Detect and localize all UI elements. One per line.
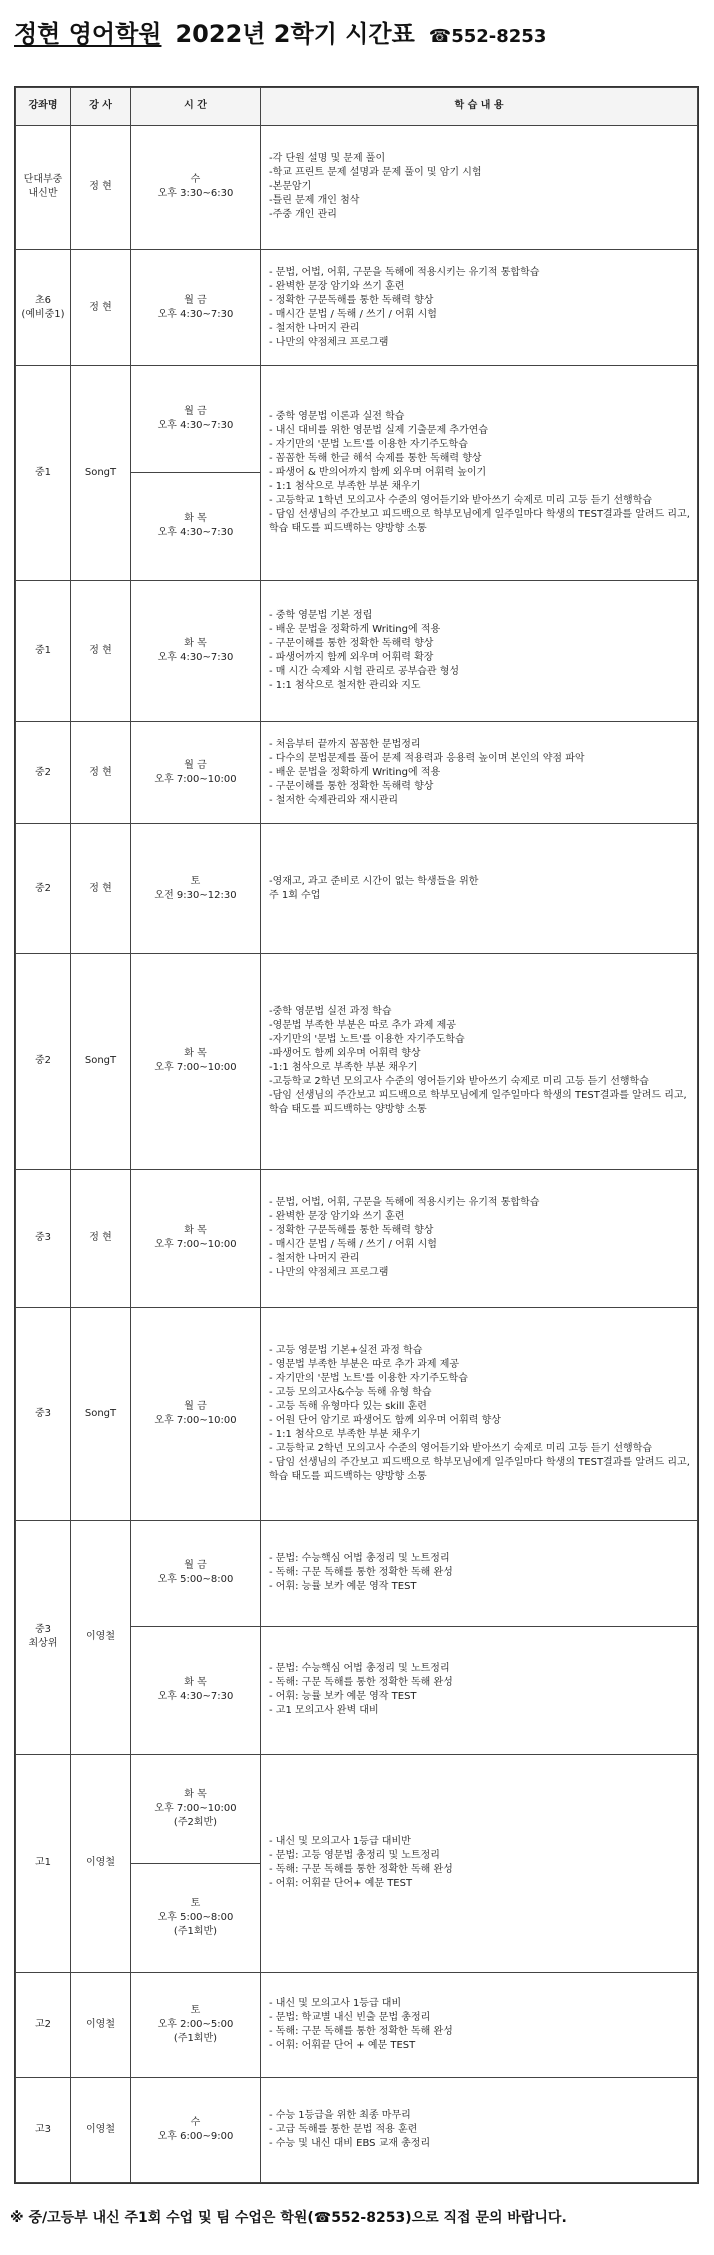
content-line: -담임 선생님의 주간보고 피드백으로 학부모님에게 일주일마다 학생의 TEST결과를 알려드 리고, 학습 태도를 피드백하는 양방향 소통 [269,1090,687,1116]
teacher-cell: 이영철 [71,1754,131,1972]
course-cell [16,1169,71,1307]
table-row [16,1308,698,1521]
table-row [16,2077,698,2182]
table-row [16,365,698,472]
content-cell [261,722,698,824]
time-cell [131,954,261,1170]
content-line: - 배운 문법을 정확하게 Writing에 적용 [269,766,441,778]
content-line: - 고등 독해 유형마다 있는 skill 훈련 [269,1400,427,1412]
content-line: - 내신 대비를 위한 영문법 실제 기출문제 추가연습 [269,424,489,436]
time-slot: 화 목 오후 4:30~7:30 [157,637,234,663]
course-name: 단대부중 내신반 [23,174,63,200]
col-header-teacher: 강 사 [71,88,131,126]
time-cell [131,1520,261,1626]
teacher-cell: 이영철 [71,1520,131,1754]
table-row [16,1972,698,2077]
course-cell [16,954,71,1170]
course-name: 초6 (예비중1) [21,294,65,320]
content-line: - 수능 및 내신 대비 EBS 교재 총정리 [269,2137,431,2149]
table-row [16,954,698,1170]
time-cell [131,722,261,824]
content-line: -파생어도 함께 외우며 어휘력 향상 [269,1048,421,1060]
content-line: - 매 시간 숙제와 시험 관리로 공부습관 형성 [269,665,460,677]
time-cell [131,365,261,472]
time-cell [131,2077,261,2182]
content-line: - 문법: 학교별 내신 빈출 문법 총정리 [269,2011,431,2023]
content-lines [269,875,691,903]
content-line: - 문법: 고등 영문법 총정리 및 노트정리 [269,1850,440,1862]
content-line: -틀린 문제 개인 첨삭 [269,195,360,207]
course-cell [16,1308,71,1521]
content-line: - 독해: 구문 독해를 통한 정확한 독해 완성 [269,2025,453,2037]
time-slot: 화 목 오후 7:00~10:00 [154,1225,237,1251]
content-line: - 꼼꼼한 독해 한글 해석 숙제를 통한 독해력 향상 [269,452,482,464]
content-cell [261,1754,698,1972]
content-line: - 중학 영문법 이론과 실전 학습 [269,410,405,422]
content-line: - 내신 및 모의고사 1등급 대비반 [269,1836,411,1848]
content-line: -학교 프린트 문제 설명과 문제 풀이 및 암기 시험 [269,167,482,179]
content-line: - 수능 1등급을 위한 최종 마무리 [269,2109,411,2121]
content-lines [269,1835,691,1891]
content-line: - 구문이해를 통한 정확한 독해력 향상 [269,637,434,649]
course-cell [16,250,71,366]
content-lines [269,1005,691,1117]
content-lines [269,1662,691,1718]
content-line: -각 단원 설명 및 문제 풀이 [269,153,386,165]
time-cell [131,1169,261,1307]
time-slot: 화 목 오후 4:30~7:30 [157,513,234,539]
content-line: - 고등 모의고사&수능 독해 유형 학습 [269,1386,432,1398]
col-header-course: 강좌명 [16,88,71,126]
time-slot: 수 오후 3:30~6:30 [157,174,234,200]
content-line: - 철저한 나머지 관리 [269,322,360,334]
content-cell [261,250,698,366]
footer-note: ※ 중/고등부 내신 주1회 수업 및 팀 수업은 학원(☎552-8253)으로 직접 문의 바랍니다. [10,2210,567,2226]
content-line: - 완벽한 문장 암기와 쓰기 훈련 [269,1211,405,1223]
table-row [16,1754,698,1863]
content-line: - 파생어까지 함께 외우며 어휘력 확장 [269,651,434,663]
course-cell [16,722,71,824]
teacher-cell: SongT [71,954,131,1170]
content-line: -영재고, 과고 준비로 시간이 없는 학생들을 위한 [269,875,479,887]
course-name: 고3 [34,2123,52,2135]
course-cell [16,1972,71,2077]
time-cell [131,1754,261,1863]
table-row [16,125,698,249]
content-cell [261,1972,698,2077]
content-cell [261,824,698,954]
content-line: - 중학 영문법 기본 정립 [269,609,373,621]
time-cell [131,824,261,954]
course-cell [16,580,71,722]
content-line: - 내신 및 모의고사 1등급 대비 [269,1997,402,2009]
teacher-cell: 정 현 [71,824,131,954]
content-line: - 매시간 문법 / 독해 / 쓰기 / 어휘 시험 [269,308,437,320]
course-cell [16,125,71,249]
content-cell [261,954,698,1170]
content-line: - 문법, 어법, 어휘, 구문을 독해에 적용시키는 유기적 통합학습 [269,1197,540,1209]
time-cell [131,1626,261,1754]
content-line: - 1:1 첨삭으로 부족한 부분 채우기 [269,480,421,492]
content-line: - 담임 선생님의 주간보고 피드백으로 학부모님에게 일주일마다 학생의 TEST결과를 알려드 리고, 학습 태도를 피드백하는 양방향 소통 [269,1456,690,1482]
course-cell [16,824,71,954]
course-name: 중3 [34,1407,52,1419]
content-line: - 문법, 어법, 어휘, 구문을 독해에 적용시키는 유기적 통합학습 [269,266,540,278]
content-line: -중학 영문법 실전 과정 학습 [269,1006,392,1018]
course-name: 중3 최상위 [28,1624,58,1650]
course-name: 고2 [34,2018,52,2030]
content-line: - 매시간 문법 / 독해 / 쓰기 / 어휘 시험 [269,1239,437,1251]
table-row [16,250,698,366]
content-line: - 독해: 구문 독해를 통한 정확한 독해 완성 [269,1567,453,1579]
teacher-cell: 정 현 [71,125,131,249]
course-name: 중3 [34,1232,52,1244]
course-cell [16,365,71,580]
time-slot: 월 금 오후 7:00~10:00 [154,759,237,785]
teacher-cell: 정 현 [71,580,131,722]
time-cell [131,1864,261,1972]
content-cell [261,1520,698,1626]
course-cell [16,1754,71,1972]
content-line: -본문암기 [269,181,312,193]
content-line: - 구문이해를 통한 정확한 독해력 향상 [269,780,434,792]
content-lines [269,1344,691,1484]
content-lines [269,410,691,536]
content-line: - 다수의 문법문제를 풀어 문제 적용력과 응용력 높이며 본인의 약점 파악 [269,752,585,764]
course-cell [16,2077,71,2182]
time-slot: 월 금 오후 7:00~10:00 [154,1400,237,1426]
content-line: - 담임 선생님의 주간보고 피드백으로 학부모님에게 일주일마다 학생의 TEST결과를 알려드 리고, 학습 태도를 피드백하는 양방향 소통 [269,508,690,534]
content-line: - 고등학교 1학년 모의고사 수준의 영어듣기와 받아쓰기 숙제로 미리 고등 듣기 선행학습 [269,494,653,506]
phone-number: ☎552-8253 [428,26,547,47]
time-slot: 화 목 오후 4:30~7:30 [157,1677,234,1703]
teacher-cell: SongT [71,1308,131,1521]
content-line: - 문법: 수능핵심 어법 총정리 및 노트정리 [269,1663,450,1675]
page-title [14,14,546,54]
content-cell [261,365,698,580]
time-slot: 월 금 오후 4:30~7:30 [157,294,234,320]
content-cell [261,2077,698,2182]
schedule-table-container [14,86,699,2184]
content-line: - 어원 단어 암기로 파생어도 함께 외우며 어휘력 향상 [269,1414,501,1426]
content-line: - 어휘: 어휘끝 단어+ 예문 TEST [269,1878,413,1890]
content-cell [261,1626,698,1754]
time-slot: 월 금 오후 5:00~8:00 [157,1560,234,1586]
time-cell [131,1972,261,2077]
teacher-cell: 정 현 [71,250,131,366]
content-cell [261,580,698,722]
content-line: - 독해: 구문 독해를 통한 정확한 독해 완성 [269,1677,453,1689]
term-title: 2022년 2학기 시간표 [175,20,415,48]
content-line: - 철저한 나머지 관리 [269,1253,360,1265]
content-line: - 1:1 첨삭으로 철저한 관리와 지도 [269,679,421,691]
content-line: - 자기만의 '문법 노트'를 이용한 자기주도학습 [269,438,468,450]
content-line: - 1:1 첨삭으로 부족한 부분 채우기 [269,1428,421,1440]
content-lines [269,1552,691,1594]
content-line: - 정확한 구문독해를 통한 독해력 향상 [269,294,434,306]
content-lines [269,2109,691,2151]
content-line: -주중 개인 관리 [269,209,337,221]
time-cell [131,250,261,366]
col-header-content: 학 습 내 용 [261,88,698,126]
content-line: - 영문법 부족한 부분은 따로 추가 과제 제공 [269,1358,460,1370]
col-header-time: 시 간 [131,88,261,126]
content-line: - 자기만의 '문법 노트'를 이용한 자기주도학습 [269,1372,468,1384]
content-line: -영문법 부족한 부분은 따로 추가 과제 제공 [269,1020,456,1032]
content-line: - 어휘: 능률 보카 예문 영작 TEST [269,1581,417,1593]
content-line: - 고1 모의고사 완벽 대비 [269,1705,379,1717]
time-cell [131,473,261,580]
content-lines [269,266,691,350]
course-name: 중2 [34,1055,52,1067]
course-name: 중1 [34,644,52,656]
content-line: - 배운 문법을 정확하게 Writing에 적용 [269,623,441,635]
content-line: - 철저한 숙제관리와 재시관리 [269,794,399,806]
content-cell [261,1169,698,1307]
content-lines [269,1196,691,1280]
time-slot: 토 오후 5:00~8:00 (주1회반) [157,1897,234,1937]
time-slot: 월 금 오후 4:30~7:30 [157,406,234,432]
content-line: - 어휘: 어휘끝 단어 + 예문 TEST [269,2039,416,2051]
content-line: - 독해: 구문 독해를 통한 정확한 독해 완성 [269,1864,453,1876]
content-line: - 파생어 & 반의어까지 함께 외우며 어휘력 높이기 [269,466,487,478]
time-slot: 화 목 오후 7:00~10:00 (주2회반) [154,1788,237,1828]
content-line: - 나만의 약점체크 프로그램 [269,1267,389,1279]
table-row [16,722,698,824]
content-line: - 고급 독해를 통한 문법 적용 훈련 [269,2123,418,2135]
teacher-cell: 이영철 [71,1972,131,2077]
teacher-cell: 이영철 [71,2077,131,2182]
content-cell [261,125,698,249]
course-cell [16,1520,71,1754]
content-line: - 고등 영문법 기본+실전 과정 학습 [269,1344,423,1356]
content-line: -자기만의 '문법 노트'를 이용한 자기주도학습 [269,1034,465,1046]
time-slot: 토 오전 9:30~12:30 [154,875,237,901]
content-line: - 처음부터 끝까지 꼼꼼한 문법정리 [269,738,421,750]
content-lines [269,1997,691,2053]
teacher-cell: SongT [71,365,131,580]
content-lines [269,152,691,222]
teacher-cell: 정 현 [71,1169,131,1307]
content-lines [269,738,691,808]
table-row [16,1520,698,1626]
course-name: 중1 [34,466,52,478]
teacher-cell: 정 현 [71,722,131,824]
table-row [16,824,698,954]
time-cell [131,1308,261,1521]
table-row [16,1169,698,1307]
content-line: - 고등학교 2학년 모의고사 수준의 영어듣기와 받아쓰기 숙제로 미리 고등 듣기 선행학습 [269,1442,653,1454]
time-slot: 토 오후 2:00~5:00 (주1회반) [157,2004,234,2044]
content-line: -1:1 첨삭으로 부족한 부분 채우기 [269,1062,418,1074]
content-line: - 어휘: 능률 보카 예문 영작 TEST [269,1691,417,1703]
content-lines [269,609,691,693]
content-line: - 완벽한 문장 암기와 쓰기 훈련 [269,280,405,292]
schedule-table [15,87,698,2183]
header-row [16,88,698,126]
course-name: 중2 [34,766,52,778]
time-cell [131,580,261,722]
content-line: - 정확한 구문독해를 통한 독해력 향상 [269,1225,434,1237]
course-name: 고1 [34,1857,52,1869]
time-slot: 화 목 오후 7:00~10:00 [154,1048,237,1074]
content-line: - 문법: 수능핵심 어법 총정리 및 노트정리 [269,1553,450,1565]
content-line: 주 1회 수업 [269,889,321,901]
time-cell [131,125,261,249]
content-line: -고등학교 2학년 모의고사 수준의 영어듣기와 받아쓰기 숙제로 미리 고등 듣기 선행학습 [269,1076,649,1088]
course-name: 중2 [34,882,52,894]
academy-name: 정현 영어학원 [14,20,162,48]
content-line: - 나만의 약점체크 프로그램 [269,336,389,348]
table-row [16,580,698,722]
time-slot: 수 오후 6:00~9:00 [157,2116,234,2142]
content-cell [261,1308,698,1521]
